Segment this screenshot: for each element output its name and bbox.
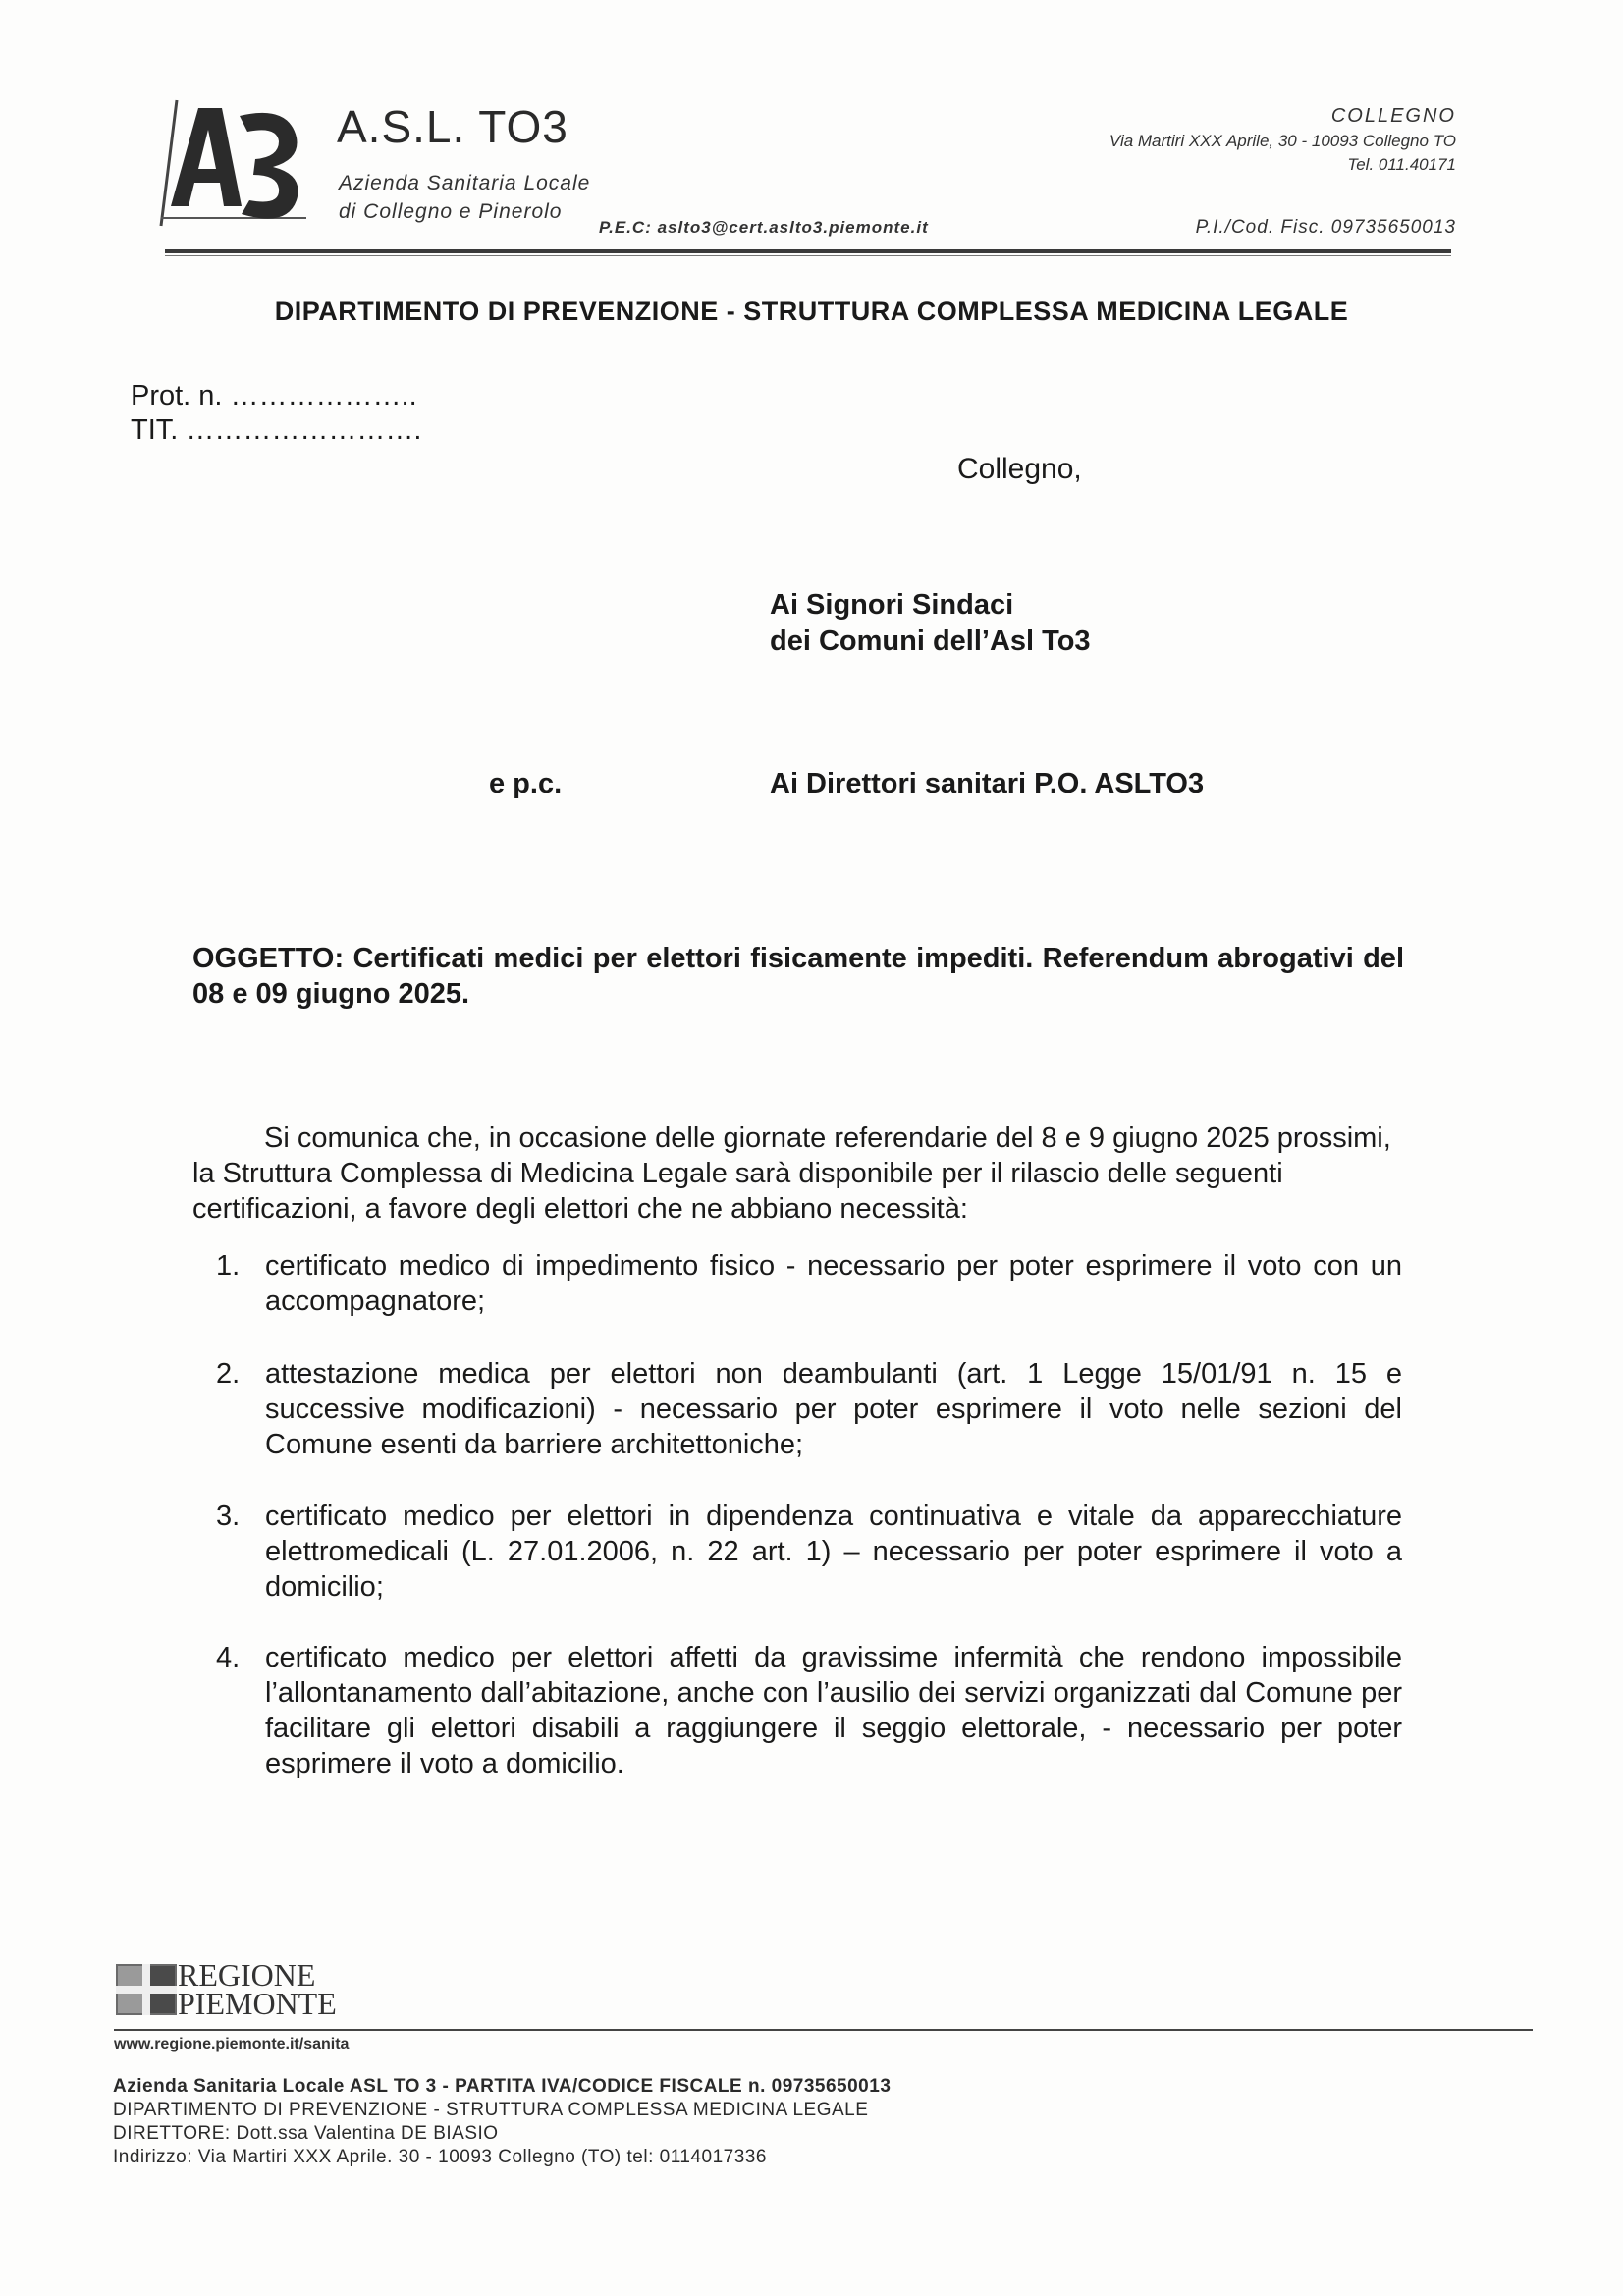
- org-subtitle: di Collegno e Pinerolo: [339, 200, 563, 223]
- place-date: Collegno,: [957, 453, 1082, 485]
- protocol-number: Prot. n. ………………..: [131, 380, 417, 411]
- list-item-number: 2.: [216, 1358, 241, 1390]
- addressee-line: Ai Signori Sindaci: [770, 589, 1014, 621]
- cc-label: e p.c.: [489, 768, 563, 799]
- list-item: [192, 1248, 1402, 1319]
- header-divider: [165, 255, 1451, 256]
- protocol-title: TIT. …………………….: [131, 414, 422, 446]
- list-item: [192, 1356, 1402, 1462]
- footer-line: Azienda Sanitaria Locale ASL TO 3 - PARTITA IVA/CODICE FISCALE n. 09735650013: [113, 2076, 892, 2097]
- header-fiscal-code: P.I./Cod. Fisc. 09735650013: [1195, 217, 1456, 238]
- footer-line: DIPARTIMENTO DI PREVENZIONE - STRUTTURA COMPLESSA MEDICINA LEGALE: [113, 2100, 869, 2120]
- list-item-number: 1.: [216, 1250, 241, 1282]
- header-divider: [165, 249, 1451, 253]
- intro-text: Si comunica che, in occasione delle giornate referendarie del 8 e 9 giugno 2025 prossimi, la Struttura Complessa di Medicina Legale sarà disponibile per il rilascio delle seguenti certificazioni, a favore degli elettori che ne abbiano necessità:: [192, 1122, 1391, 1225]
- org-name: A.S.L. TO3: [337, 101, 568, 152]
- region-url[interactable]: www.regione.piemonte.it/sanita: [114, 2036, 350, 2052]
- subject: OGGETTO: Certificati medici per elettori fisicamente impediti. Referendum abrogativi del 08 e 09 giugno 2025.: [192, 943, 1404, 1010]
- cc-addressee: Ai Direttori sanitari P.O. ASLTO3: [770, 768, 1205, 799]
- list-item-text: attestazione medica per elettori non deambulanti (art. 1 Legge 15/01/91 n. 15 e successive modificazioni) - necessario per poter esprimere il voto nelle sezioni del Comune esenti da barriere architettoniche;: [265, 1358, 1402, 1460]
- list-item-text: certificato medico per elettori in dipendenza continuativa e vitale da apparecchiature elettromedicali (L. 27.01.2006, n. 22 art. 1) – necessario per poter esprimere il voto a domicilio;: [265, 1501, 1402, 1603]
- footer-line: Indirizzo: Via Martiri XXX Aprile. 30 - 10093 Collegno (TO) tel: 0114017336: [113, 2147, 767, 2167]
- header-city: COLLEGNO: [1330, 105, 1456, 127]
- org-subtitle: Azienda Sanitaria Locale: [339, 172, 591, 194]
- list-item-text: certificato medico di impedimento fisico - necessario per poter esprimere il voto con un accompagnatore;: [265, 1250, 1402, 1317]
- intro-paragraph: [192, 1121, 1402, 1227]
- list-item-number: 4.: [216, 1642, 241, 1673]
- addressee-line: dei Comuni dell’Asl To3: [770, 626, 1091, 657]
- region-name: PIEMONTE: [178, 1986, 337, 2021]
- list-item-text: certificato medico per elettori affetti da gravissime infermità che rendono impossibile l’allontanamento dall’abitazione, anche con l’ausilio dei servizi organizzati dal Comune per facilitare gli elettori disabili a raggiungere il seggio elettorale, - necessario per poter esprimere il voto a domicilio.: [265, 1642, 1402, 1779]
- list-item-number: 3.: [216, 1501, 241, 1532]
- regione-piemonte-logo: [116, 1957, 337, 2021]
- asl-to3-logo-icon: [159, 98, 316, 231]
- header-address: Via Martiri XXX Aprile, 30 - 10093 Collegno TO: [1109, 132, 1456, 150]
- list-item: [192, 1499, 1402, 1605]
- footer-line: DIRETTORE: Dott.ssa Valentina DE BIASIO: [113, 2123, 499, 2144]
- region-name: REGIONE: [178, 1957, 316, 1993]
- list-item: [192, 1640, 1402, 1781]
- footer-divider: [114, 2029, 1533, 2031]
- header-pec: P.E.C: aslto3@cert.aslto3.piemonte.it: [599, 218, 929, 237]
- regione-piemonte-flag-icon: [116, 1964, 177, 2015]
- header-tel: Tel. 011.40171: [1347, 155, 1456, 174]
- department-title: DIPARTIMENTO DI PREVENZIONE - STRUTTURA COMPLESSA MEDICINA LEGALE: [274, 297, 1349, 326]
